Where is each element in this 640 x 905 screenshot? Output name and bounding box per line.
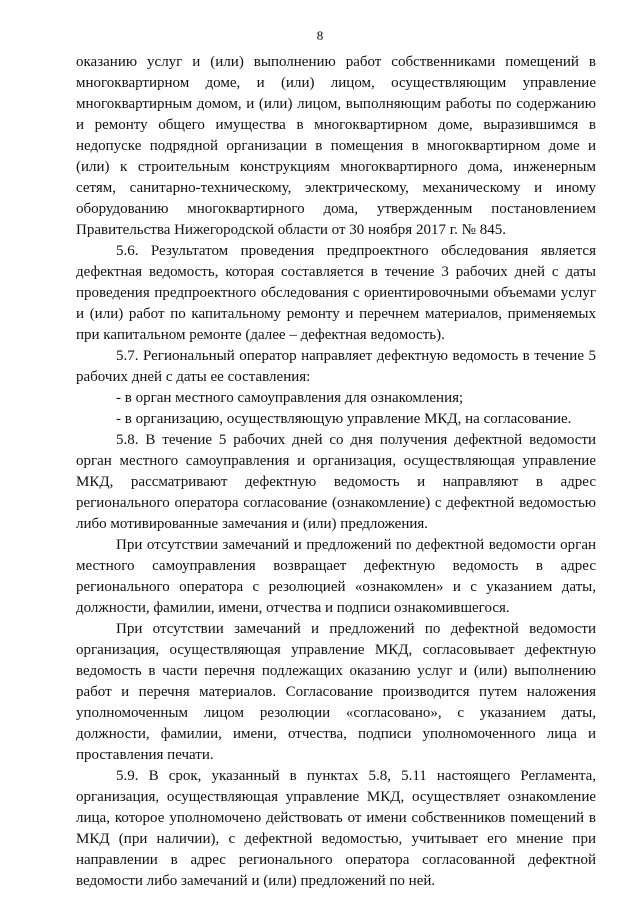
- page-number: 8: [316, 28, 324, 43]
- paragraph-5-8: 5.8. В течение 5 рабочих дней со дня получения дефектной ведомости орган местного самоуправления и организация, осуществляющая управление МКД, рассматривают дефектную ведомость и направляют в адрес регионального оператора согласование (ознакомление) с дефектной ведомостью либо мотивированные замечания и (или) предложения.: [76, 432, 596, 532]
- paragraph-continuation: оказанию услуг и (или) выполнению работ собственниками помещений в многоквартирном доме, и (или) лицом, осуществляющим управление многоквартирным домом, и (или) лицом, выполняющим работы по содержанию и ремонту общего имущества в многоквартирном доме, выразившимся в недопуске подрядной организации в помещения в многоквартирном доме и (или) к строительным конструкциям многоквартирного дома, инженерным сетям, санитарно-техническому, электрическому, механическому и иному оборудованию многоквартирного дома, утвержденным постановлением Правительства Нижегородской области от 30 ноября 2017 г. № 845.: [76, 54, 596, 238]
- paragraph-5-8-no-remarks-local-government: При отсутствии замечаний и предложений по дефектной ведомости орган местного самоуправления возвращает дефектную ведомость в адрес регионального оператора с резолюцией «ознакомлен» и с указанием даты, должности, фамилии, имени, отчества и подписи ознакомившегося.: [76, 537, 596, 616]
- paragraph-5-9: 5.9. В срок, указанный в пунктах 5.8, 5.11 настоящего Регламента, организация, осуществляющая управление МКД, осуществляет ознакомление лица, которое уполномочено действовать от имени собственников помещений в МКД (при наличии), с дефектной ведомостью, учитывает его мнение при направлении в адрес регионального оператора согласованной дефектной ведомости либо замечаний и (или) предложений по ней.: [76, 768, 596, 889]
- paragraph-5-6: 5.6. Результатом проведения предпроектного обследования является дефектная ведомость, которая составляется в течение 3 рабочих дней с даты проведения предпроектного обследования с ориентировочными объемами услуг и (или) работ по капитальному ремонту и перечнем материалов, применяемых при капитальном ремонте (далее – дефектная ведомость).: [76, 243, 596, 343]
- list-item: - в организацию, осуществляющую управление МКД, на согласование.: [116, 411, 572, 427]
- list-item: - в орган местного самоуправления для ознакомления;: [116, 390, 464, 406]
- document-body: [76, 52, 596, 892]
- paragraph-5-8-no-remarks-management-organization: При отсутствии замечаний и предложений по дефектной ведомости организация, осуществляющая управление МКД, согласовывает дефектную ведомость в части перечня подлежащих оказанию услуг и (или) выполнению работ и перечня материалов. Согласование производится путем наложения уполномоченным лицом резолюции «согласовано», с указанием даты, должности, фамилии, имени, отчества, подписи уполномоченного лица и проставления печати.: [76, 621, 596, 763]
- paragraph-5-7: 5.7. Региональный оператор направляет дефектную ведомость в течение 5 рабочих дней с даты ее составления:: [76, 348, 596, 385]
